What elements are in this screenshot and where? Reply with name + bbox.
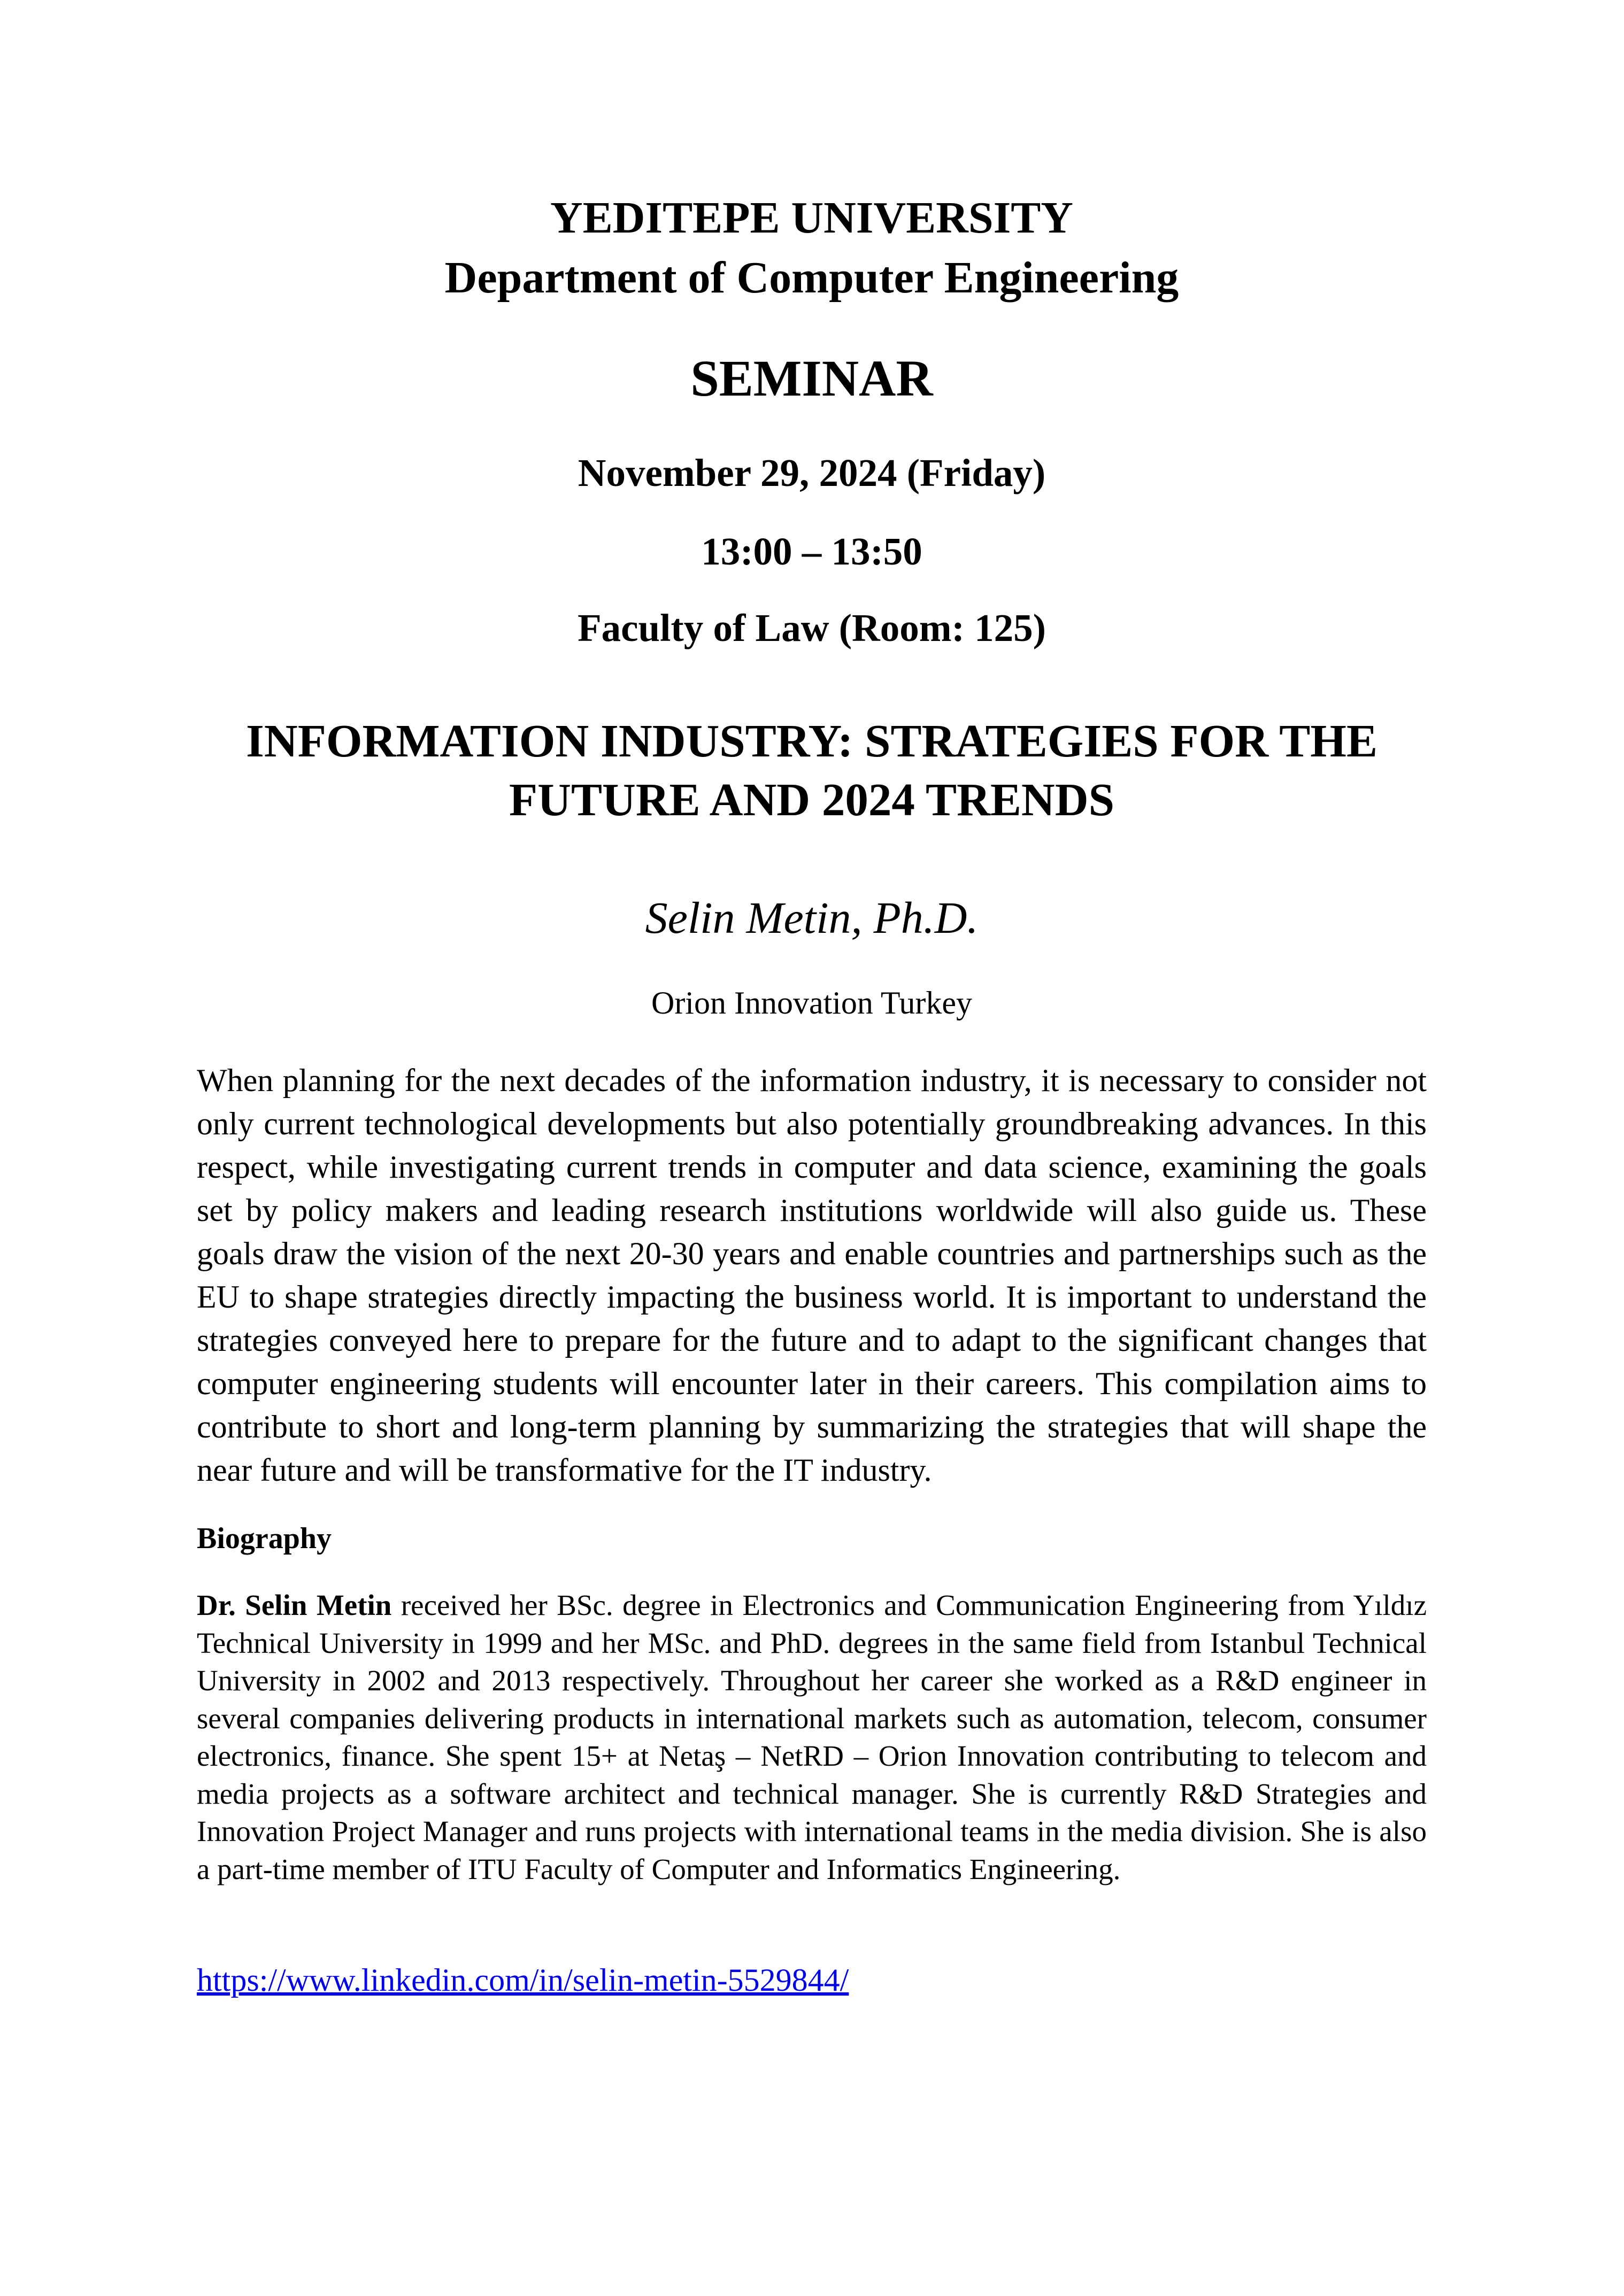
seminar-heading: SEMINAR	[690, 350, 933, 407]
link-row	[197, 1964, 1427, 1996]
speaker-affiliation: Orion Innovation Turkey	[651, 985, 972, 1021]
linkedin-link[interactable]: https://www.linkedin.com/in/selin-metin-5529844/	[197, 1962, 849, 1998]
speaker-name: Selin Metin, Ph.D.	[645, 893, 979, 943]
biography-heading: Biography	[197, 1522, 332, 1555]
biography-speaker-lead: Dr. Selin Metin	[197, 1589, 392, 1621]
university-name: YEDITEPE UNIVERSITY	[550, 193, 1073, 243]
biography-body-text: received her BSc. degree in Electronics and Communication Engineering from Yıldız Technical University in 1999 and her MSc. and PhD. degrees in the same field from Istanbul Technical University in 2002 and 2013 respectively. Throughout her career she worked as a R&D engineer in several companies delivering products in international markets such as automation, telecom, consumer electronics, finance. She spent 15+ at Netaş – NetRD – Orion Innovation contributing to telecom and media projects as a software architect and technical manager. She is currently R&D Strategies and Innovation Project Manager and runs projects with international teams in the media division. She is also a part-time member of ITU Faculty of Computer and Informatics Engineering.	[197, 1589, 1427, 1885]
event-time: 13:00 – 13:50	[701, 530, 922, 573]
abstract-paragraph: When planning for the next decades of the information industry, it is necessary to consider not only current technological developments but also potentially groundbreaking advances. In this respect, while investigating current trends in computer and data science, examining the goals set by policy makers and leading research institutions worldwide will also guide us. These goals draw the vision of the next 20-30 years and enable countries and partnerships such as the EU to shape strategies directly impacting the business world. It is important to understand the strategies conveyed here to prepare for the future and to adapt to the significant changes that computer engineering students will encounter later in their careers. This compilation aims to contribute to short and long-term planning by summarizing the strategies that will shape the near future and will be transformative for the IT industry.	[197, 1063, 1427, 1488]
biography-paragraph	[197, 1587, 1427, 1888]
talk-title: INFORMATION INDUSTRY: STRATEGIES FOR THE FUTURE AND 2024 TRENDS	[246, 715, 1377, 825]
department-name: Department of Computer Engineering	[444, 253, 1179, 303]
event-date: November 29, 2024 (Friday)	[578, 451, 1046, 494]
event-location: Faculty of Law (Room: 125)	[578, 606, 1046, 650]
